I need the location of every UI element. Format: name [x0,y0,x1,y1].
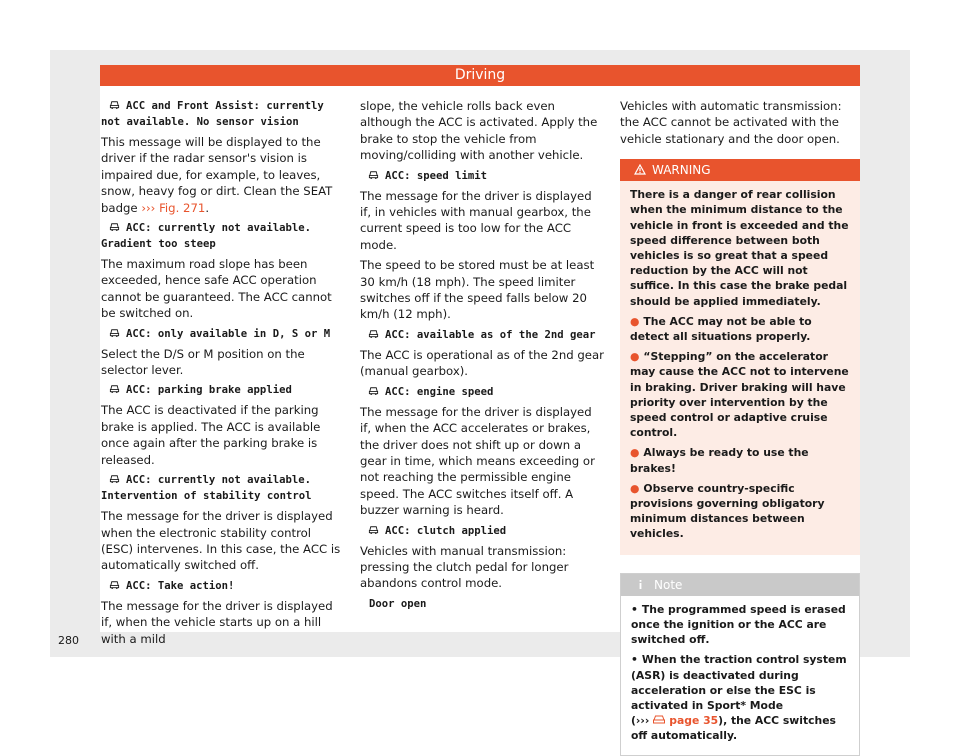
column-2 [360,98,606,616]
car-warning-icon [109,327,120,338]
warning-bullet: ● “Stepping” on the accelerator may cause the ACC not to intervene in braking. Driver braking will have priority over intervention by the speed control or adaptive cruise control. [630,350,849,440]
section-header: Driving [100,65,860,86]
warning-header: WARNING [620,159,860,181]
paragraph: The speed to be stored must be at least 30 km/h (18 mph). The speed limiter switches off if the speed falls below 20 km/h (12 mph). [360,258,595,322]
car-page-icon [652,714,666,725]
car-warning-icon [109,221,120,232]
message-heading: ACC: parking brake applied [101,382,346,398]
note-header: Note [621,574,859,596]
warning-bullet: ● The ACC may not be able to detect all situations properly. [630,314,812,344]
message-heading: ACC: speed limit [360,168,606,184]
warning-bullet: ● Always be ready to use the brakes! [630,446,809,475]
paragraph: The message for the driver is displayed when the electronic stability control (ESC) intervenes. In this case, the ACC is automatically switched off. [101,509,341,573]
warning-body [620,181,860,554]
message-heading: ACC and Front Assist: currently not available. No sensor vision [101,100,324,128]
bullet-icon: • [631,602,638,616]
message-heading: ACC: only available in D, S or M [101,326,346,342]
car-warning-icon [109,99,120,110]
message-heading: ACC: available as of the 2nd gear [360,327,606,343]
message-heading: ACC: currently not available. Intervention of stability control [101,474,312,503]
warning-triangle-icon [634,164,646,175]
figure-link[interactable]: ››› Fig. 271 [141,200,206,215]
paragraph: The maximum road slope has been exceeded, hence safe ACC operation cannot be guaranteed. The ACC cannot be switched on. [101,257,332,321]
car-warning-icon [368,169,379,180]
warning-box [620,159,860,554]
paragraph: Vehicles with manual transmission: pressing the clutch pedal for longer abandons control mode. [360,543,569,591]
paragraph: The message for the driver is displayed if, in vehicles with manual gearbox, the current speed is too low for the ACC mode. [360,188,592,252]
car-warning-icon [109,473,120,484]
paragraph: Vehicles with automatic transmission: the ACC cannot be activated with the vehicle stationary and the door open. [620,99,842,146]
message-heading: ACC: currently not available. Gradient too steep [101,222,311,251]
column-3 [620,98,860,756]
note-box [620,573,860,756]
car-warning-icon [368,385,379,396]
bullet-icon: ● [630,314,640,328]
paragraph: Select the D/S or M position on the selector lever. [101,346,305,378]
car-warning-icon [368,524,379,535]
paragraph: The message for the driver is displayed if, when the ACC accelerates or brakes, the driver does not shift up or down a gear in time, which means exceeding or not reaching the permissible engine speed. The ACC switches itself off. A buzzer warning is heard. [360,404,595,518]
bullet-icon: ● [630,481,640,495]
page-number: 280 [58,634,79,647]
car-warning-icon [368,328,379,339]
car-warning-icon [109,383,120,394]
column-1 [101,98,346,651]
paragraph: This message will be displayed to the driver if the radar sensor's vision is impaired due, for example, to leaves, snow, heavy fog or dirt. Clean the SEAT badge ››› Fig. 271. [101,135,333,215]
bullet-icon: • [631,653,638,667]
info-icon [635,579,646,590]
message-heading: Door open [369,597,427,610]
page-link[interactable]: page 35 [669,714,719,728]
bullet-icon: ● [630,350,640,364]
warning-intro: There is a danger of rear collision when the minimum distance to the vehicle in front is exceeded and the speed difference between both vehicles is so great that a speed reduction by the ACC will not suffice. In this case the brake pedal should be applied immediately. [630,188,849,308]
paragraph: The ACC is operational as of the 2nd gear (manual gearbox). [360,347,604,379]
note-bullet: • The programmed speed is erased once the ignition or the ACC are switched off. [631,602,846,647]
note-bullet: • When the traction control system (ASR) is deactivated during acceleration or else the ESC is activated in Sport* Mode (››› page 35), the ACC switches off automatically. [631,653,847,743]
message-heading: ACC: clutch applied [360,523,606,539]
note-body [621,596,859,755]
message-heading: ACC: Take action! [101,578,346,594]
car-warning-icon [109,579,120,590]
bullet-icon: ● [630,446,640,460]
warning-bullet: ● Observe country-specific provisions governing obligatory minimum distances between vehicles. [630,481,825,541]
paragraph: The message for the driver is displayed if, when the vehicle starts up on a hill with a mild [101,598,333,646]
paragraph: slope, the vehicle rolls back even although the ACC is activated. Apply the brake to stop the vehicle from moving/colliding with another vehicle. [360,99,598,163]
paragraph: The ACC is deactivated if the parking brake is applied. The ACC is available once again after the parking brake is released. [101,403,321,467]
message-heading: ACC: engine speed [360,384,606,400]
